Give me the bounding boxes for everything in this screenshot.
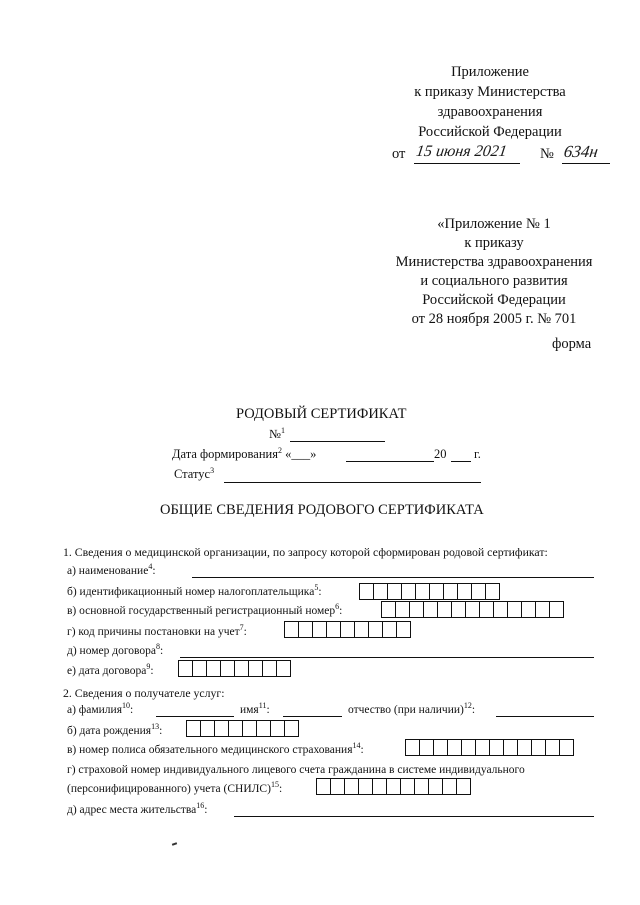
field-suffix: : — [150, 665, 154, 677]
order-line: Приложение — [451, 64, 529, 80]
digit-box[interactable] — [368, 621, 383, 638]
digit-box[interactable] — [559, 739, 574, 756]
certificate-date-suffix: г. — [474, 447, 481, 461]
digit-box[interactable] — [373, 583, 388, 600]
digit-box[interactable] — [214, 720, 229, 737]
digit-box[interactable] — [521, 601, 536, 618]
field-suffix: : — [204, 804, 208, 816]
patronymic-label — [348, 701, 476, 716]
org-name-line[interactable] — [192, 577, 594, 578]
digit-box[interactable] — [517, 739, 532, 756]
ogrn-boxes[interactable] — [381, 601, 563, 618]
order-date-number — [392, 142, 612, 168]
policy-boxes[interactable] — [405, 739, 573, 756]
digit-box[interactable] — [312, 621, 327, 638]
order-line: Российской Федерации — [418, 124, 562, 140]
digit-box[interactable] — [358, 778, 373, 795]
contract-date-label — [67, 662, 154, 677]
digit-box[interactable] — [549, 601, 564, 618]
footnote-mark: 15 — [270, 780, 279, 790]
footnote-mark: 14 — [352, 741, 361, 751]
order-header — [380, 62, 600, 142]
footnote-mark: 9 — [146, 662, 151, 672]
digit-box[interactable] — [400, 778, 415, 795]
annex-line: к приказу — [464, 235, 524, 251]
digit-box[interactable] — [298, 621, 313, 638]
policy-label — [67, 741, 364, 756]
footnote-mark: 5 — [314, 583, 319, 593]
field-suffix: : — [243, 626, 247, 638]
section-title: ОБЩИЕ СВЕДЕНИЯ РОДОВОГО СЕРТИФИКАТА — [160, 502, 484, 518]
field-suffix: : — [278, 783, 283, 795]
ogrn-label — [67, 602, 343, 617]
field-label: б) идентификационный номер налогоплательщика — [67, 586, 315, 598]
footnote-mark: 16 — [196, 801, 205, 811]
digit-box[interactable] — [451, 601, 466, 618]
order-date-handwritten: 15 июня 2021 — [414, 143, 508, 160]
digit-box[interactable] — [284, 621, 299, 638]
field-label: в) основной государственный регистрационный номер — [67, 605, 336, 617]
digit-box[interactable] — [442, 778, 457, 795]
digit-box[interactable] — [326, 621, 341, 638]
footnote-mark: 13 — [151, 722, 160, 732]
field-label: д) адрес места жительства — [67, 804, 197, 816]
field-suffix: : — [360, 744, 364, 756]
certificate-status — [174, 467, 214, 482]
contract-number-line[interactable] — [180, 657, 594, 658]
snils-line1: г) страховой номер индивидуального лицевого счета гражданина в системе индивидуального — [67, 764, 525, 776]
kpp-label — [67, 623, 247, 638]
digit-box[interactable] — [396, 621, 411, 638]
digit-box[interactable] — [493, 601, 508, 618]
contract-date-boxes[interactable] — [178, 660, 290, 677]
address-line[interactable] — [234, 816, 594, 817]
digit-box[interactable] — [428, 778, 443, 795]
order-num-prefix: № — [540, 146, 554, 162]
digit-box[interactable] — [276, 660, 291, 677]
field-label: д) номер договора — [67, 645, 156, 657]
birth-date-label — [67, 722, 163, 737]
order-line: здравоохранения — [437, 104, 543, 120]
field-suffix: : — [471, 704, 476, 716]
field-label: имя — [240, 704, 259, 716]
field-label: а) наименование — [67, 565, 149, 577]
digit-box[interactable] — [405, 739, 420, 756]
certificate-date-text — [172, 447, 316, 462]
patronymic-line[interactable] — [496, 716, 594, 717]
field-label: г) код причины постановки на учет — [67, 626, 240, 638]
order-num-handwritten: 634н — [562, 142, 600, 161]
digit-box[interactable] — [386, 778, 401, 795]
digit-box[interactable] — [447, 739, 462, 756]
digit-box[interactable] — [192, 660, 207, 677]
scan-mark — [172, 842, 177, 846]
field-label: а) фамилия — [67, 704, 122, 716]
digit-box[interactable] — [531, 739, 546, 756]
digit-box[interactable] — [270, 720, 285, 737]
digit-box[interactable] — [433, 739, 448, 756]
certificate-date-label: Дата формирования — [172, 447, 278, 461]
certificate-date-quotes: «___» — [285, 447, 317, 461]
field-label: в) номер полиса обязательного медицинского страхования — [67, 744, 353, 756]
annex-line: «Приложение № 1 — [437, 216, 551, 232]
digit-box[interactable] — [443, 583, 458, 600]
certificate-date-line — [346, 461, 434, 462]
section2-heading: 2. Сведения о получателе услуг: — [63, 686, 225, 700]
digit-box[interactable] — [340, 621, 355, 638]
contract-number-label — [67, 642, 164, 657]
digit-box[interactable] — [437, 601, 452, 618]
certificate-number-label: № — [269, 427, 281, 441]
annex-line: от 28 ноября 2005 г. № 701 — [411, 311, 577, 327]
surname-label — [67, 701, 134, 716]
digit-box[interactable] — [200, 720, 215, 737]
name-label — [240, 701, 270, 716]
annex-block — [370, 215, 618, 329]
certificate-number-line — [290, 441, 385, 442]
digit-box[interactable] — [535, 601, 550, 618]
inn-boxes[interactable] — [359, 583, 499, 600]
certificate-status-label: Статус — [174, 467, 211, 481]
field-suffix: : — [339, 605, 343, 617]
digit-box[interactable] — [456, 778, 471, 795]
footnote-mark: 7 — [239, 623, 244, 633]
certificate-date-year: 20 — [434, 447, 447, 461]
field-suffix: : — [160, 645, 164, 657]
footnote-mark: 4 — [148, 562, 153, 572]
order-date-underline — [414, 163, 520, 164]
digit-box[interactable] — [382, 621, 397, 638]
certificate-date — [172, 447, 492, 465]
digit-box[interactable] — [457, 583, 472, 600]
digit-box[interactable] — [409, 601, 424, 618]
address-label — [67, 801, 208, 816]
field-label: отчество (при наличии) — [348, 704, 464, 716]
digit-box[interactable] — [485, 583, 500, 600]
digit-box[interactable] — [186, 720, 201, 737]
digit-box[interactable] — [401, 583, 416, 600]
digit-box[interactable] — [242, 720, 257, 737]
footnote-mark: 2 — [277, 445, 282, 455]
footnote-mark: 10 — [121, 701, 130, 711]
digit-box[interactable] — [489, 739, 504, 756]
field-suffix: : — [318, 586, 322, 598]
digit-box[interactable] — [387, 583, 402, 600]
digit-box[interactable] — [395, 601, 410, 618]
digit-box[interactable] — [220, 660, 235, 677]
digit-box[interactable] — [507, 601, 522, 618]
annex-line: и социального развития — [420, 273, 568, 289]
field-label: е) дата договора — [67, 665, 147, 677]
annex-line: Министерства здравоохранения — [395, 254, 593, 270]
digit-box[interactable] — [234, 660, 249, 677]
footnote-mark: 1 — [280, 425, 285, 435]
certificate-number — [269, 427, 285, 442]
digit-box[interactable] — [316, 778, 331, 795]
footnote-mark: 8 — [156, 642, 160, 652]
snils-label — [67, 780, 283, 795]
digit-box[interactable] — [475, 739, 490, 756]
footnote-mark: 12 — [463, 701, 472, 711]
footnote-mark: 3 — [210, 465, 215, 475]
digit-box[interactable] — [429, 583, 444, 600]
digit-box[interactable] — [381, 601, 396, 618]
kpp-boxes[interactable] — [284, 621, 410, 638]
digit-box[interactable] — [256, 720, 271, 737]
footnote-mark: 6 — [335, 602, 340, 612]
form-label: форма — [552, 336, 592, 352]
field-label: (персонифицированного) учета (СНИЛС) — [67, 783, 271, 795]
field-suffix: : — [266, 704, 270, 716]
org-name-label — [67, 562, 156, 577]
digit-box[interactable] — [461, 739, 476, 756]
digit-box[interactable] — [178, 660, 193, 677]
order-line: к приказу Министерства — [414, 84, 566, 100]
field-suffix: : — [129, 704, 134, 716]
digit-box[interactable] — [228, 720, 243, 737]
digit-box[interactable] — [354, 621, 369, 638]
field-label: б) дата рождения — [67, 725, 152, 737]
digit-box[interactable] — [330, 778, 345, 795]
digit-box[interactable] — [479, 601, 494, 618]
order-date-prefix: от — [392, 146, 406, 162]
digit-box[interactable] — [471, 583, 486, 600]
inn-label — [67, 583, 322, 598]
certificate-year-line — [451, 461, 471, 462]
digit-box[interactable] — [359, 583, 374, 600]
digit-box[interactable] — [465, 601, 480, 618]
digit-box[interactable] — [372, 778, 387, 795]
digit-box[interactable] — [423, 601, 438, 618]
digit-box[interactable] — [248, 660, 263, 677]
digit-box[interactable] — [206, 660, 221, 677]
surname-line[interactable] — [156, 716, 234, 717]
digit-box[interactable] — [419, 739, 434, 756]
section1-heading: 1. Сведения о медицинской организации, по запросу которой сформирован родовой сертификат: — [63, 545, 548, 559]
footnote-mark: 11 — [258, 701, 267, 711]
snils-boxes[interactable] — [316, 778, 470, 795]
certificate-status-line — [224, 482, 481, 483]
birth-date-boxes[interactable] — [186, 720, 298, 737]
digit-box[interactable] — [503, 739, 518, 756]
digit-box[interactable] — [284, 720, 299, 737]
digit-box[interactable] — [545, 739, 560, 756]
field-suffix: : — [152, 565, 156, 577]
digit-box[interactable] — [415, 583, 430, 600]
digit-box[interactable] — [262, 660, 277, 677]
digit-box[interactable] — [344, 778, 359, 795]
digit-box[interactable] — [414, 778, 429, 795]
name-line[interactable] — [283, 716, 342, 717]
certificate-title: РОДОВЫЙ СЕРТИФИКАТ — [236, 406, 407, 422]
annex-line: Российской Федерации — [422, 292, 566, 308]
order-num-underline — [562, 163, 610, 164]
field-suffix: : — [159, 725, 163, 737]
